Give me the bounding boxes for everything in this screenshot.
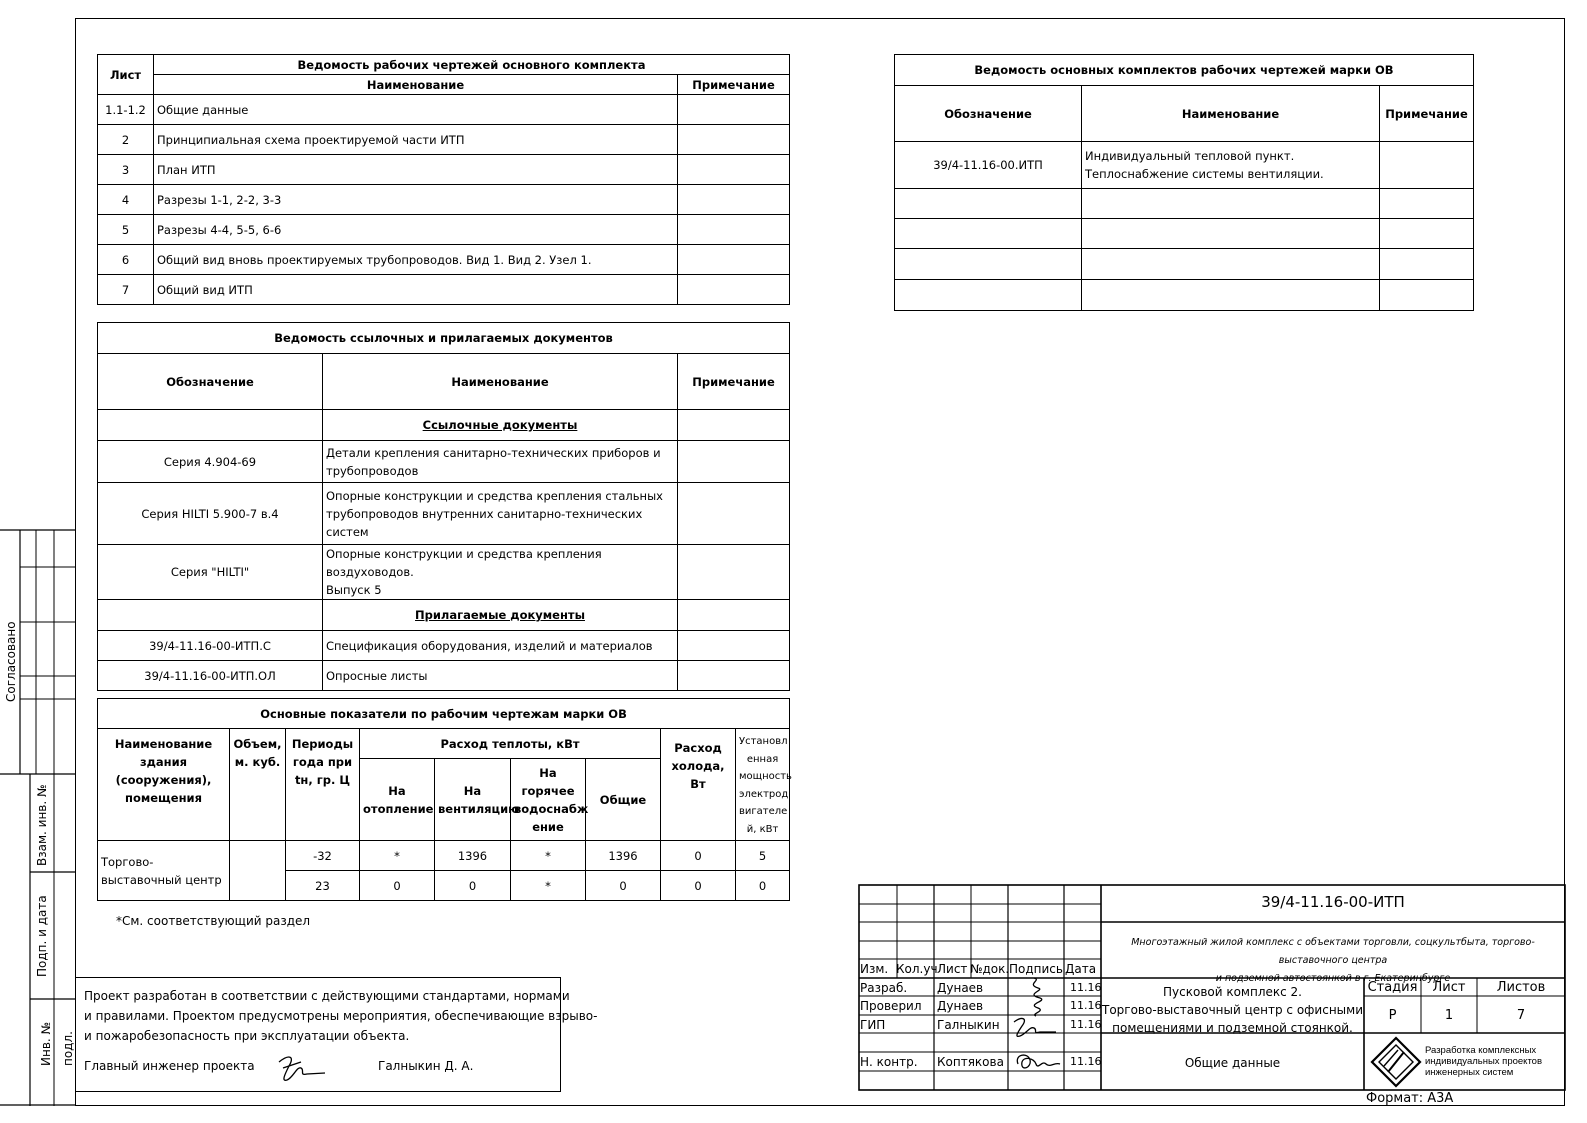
doc-code: 39/4-11.16-00-ИТП.С — [98, 631, 323, 661]
h-volume: Объем, м. куб. — [230, 729, 286, 841]
indicators-title: Основные показатели по рабочим чертежам марки ОВ — [98, 699, 790, 729]
table-row — [98, 185, 790, 215]
note-cell — [678, 95, 790, 125]
drawings-table — [97, 54, 790, 305]
note-cell — [678, 275, 790, 305]
col-code-header: Обозначение — [895, 86, 1082, 142]
staff-name: Дунаев — [937, 999, 984, 1013]
h-period: Периоды года при tн, гр. Ц — [286, 729, 360, 841]
drawing-code: 39/4-11.16-00-ИТП — [1261, 893, 1405, 911]
sheet-number: 5 — [98, 215, 154, 245]
section-attached-title: Прилагаемые документы — [415, 608, 585, 622]
set-name-line: Теплоснабжение системы вентиляции. — [1085, 167, 1324, 181]
gip-signature — [1008, 1014, 1058, 1042]
table-row — [895, 249, 1474, 280]
sheet-number: 2 — [98, 125, 154, 155]
chief-name: Галныкин Д. А. — [378, 1059, 474, 1073]
staff-name: Дунаев — [937, 981, 984, 995]
note-cell — [678, 185, 790, 215]
cell-value: 0 — [586, 871, 661, 901]
doc-code: Серия "HILTI" — [98, 545, 323, 600]
footnote: *См. соответствующий раздел — [116, 914, 311, 928]
table-row — [895, 142, 1474, 189]
col-name-header: Наименование — [1082, 86, 1380, 142]
table-row — [895, 280, 1474, 311]
complex-line: Пусковой комплекс 2. — [1163, 985, 1302, 999]
h-vent: На вентиляцию — [435, 759, 511, 841]
cell-value: -32 — [286, 841, 360, 871]
doc-code: 39/4-11.16-00-ИТП.ОЛ — [98, 661, 323, 691]
h-building: Наименование здания (сооружения), помещения — [98, 729, 230, 841]
sheet-number: 6 — [98, 245, 154, 275]
stage-value: Р — [1388, 1008, 1397, 1023]
staff-role: ГИП — [860, 1018, 886, 1032]
main-sets-title: Ведомость основных комплектов рабочих чертежей марки ОВ — [895, 55, 1474, 86]
col-name-header: Наименование — [154, 75, 678, 95]
doc-name-line: Опорные конструкции и средства крепления стальных — [326, 488, 663, 503]
cell-value: 23 — [286, 871, 360, 901]
h-sign: Подпись — [1009, 962, 1063, 976]
sheet-name: Общий вид ИТП — [154, 275, 678, 305]
inv-replace-label: Взам. инв. № — [35, 784, 49, 866]
h-izm: Изм. — [860, 962, 889, 976]
staff-date: 11.16 — [1070, 999, 1102, 1012]
col-name-header: Наименование — [323, 354, 678, 410]
building-name: Торгово-выставочный центр — [98, 841, 230, 901]
complex-line: Торгово-выставочный центр с офисными — [1101, 1003, 1363, 1017]
doc-name-line: Опорные конструкции и средства крепления воздуховодов. — [326, 547, 602, 579]
staff-role: Проверил — [860, 999, 922, 1013]
note-cell — [678, 125, 790, 155]
table-row — [98, 841, 790, 871]
cell-value: * — [511, 871, 586, 901]
table-row — [98, 441, 790, 483]
table-row — [98, 95, 790, 125]
format-label: Формат: А3А — [1366, 1091, 1454, 1106]
drawings-title: Ведомость рабочих чертежей основного комплекта — [154, 55, 790, 75]
developer-signature — [1012, 976, 1062, 1018]
inv-orig-label: Инв. № подл. — [39, 1021, 75, 1066]
set-name-line: Индивидуальный тепловой пункт. — [1085, 149, 1295, 163]
company-logo-icon — [1370, 1036, 1422, 1088]
h-total: Общие — [586, 759, 661, 841]
table-row — [98, 661, 790, 691]
doc-code: Серия HILTI 5.900-7 в.4 — [98, 483, 323, 545]
cell-value: 1396 — [435, 841, 511, 871]
h-date: Дата — [1065, 962, 1097, 976]
h-doc: №док. — [970, 962, 1010, 976]
col-note-header: Примечание — [678, 75, 790, 95]
staff-date: 11.16 — [1070, 1018, 1102, 1031]
sheets-value: 7 — [1516, 1008, 1526, 1023]
agreed-label: Согласовано — [4, 621, 18, 702]
chief-signature — [275, 1052, 329, 1088]
refs-title: Ведомость ссылочных и прилагаемых документов — [98, 323, 790, 354]
refs-table — [97, 322, 790, 691]
table-row — [98, 483, 790, 545]
doc-name-line: трубопроводов — [326, 463, 419, 478]
staff-name: Галныкин — [937, 1018, 1000, 1032]
section-ref-title: Ссылочные документы — [422, 418, 578, 432]
col-sheet-header: Лист — [98, 55, 154, 95]
table-row — [895, 219, 1474, 249]
table-row — [98, 155, 790, 185]
cell-value: 0 — [661, 871, 736, 901]
chief-label: Главный инженер проекта — [84, 1059, 255, 1073]
h-sheet: Лист — [1432, 980, 1466, 995]
cell-value: 5 — [736, 841, 790, 871]
doc-name-line: систем — [326, 524, 369, 539]
col-note-header: Примечание — [1380, 86, 1474, 142]
complex-line: помещениями и подземной стоянкой. — [1112, 1021, 1353, 1035]
staff-date: 11.16 — [1070, 981, 1102, 994]
h-hotwater: На горячее водоснабж ение — [511, 759, 586, 841]
main-sets-table — [894, 54, 1474, 311]
sheet-name: Разрезы 1-1, 2-2, 3-3 — [154, 185, 678, 215]
doc-name-line: трубопроводов внутренних санитарно-технических — [326, 506, 643, 521]
cell-value: 0 — [360, 871, 435, 901]
sheet-name: Разрезы 4-4, 5-5, 6-6 — [154, 215, 678, 245]
note-cell — [678, 155, 790, 185]
company-line: инженерных систем — [1425, 1067, 1514, 1078]
cell-value: 0 — [736, 871, 790, 901]
doc-name-line: Выпуск 5 — [326, 583, 382, 597]
sheet-name: Общий вид вновь проектируемых трубопроводов. Вид 1. Вид 2. Узел 1. — [154, 245, 678, 275]
sheet-name: Принципиальная схема проектируемой части ИТП — [154, 125, 678, 155]
table-row — [98, 125, 790, 155]
note-cell — [678, 215, 790, 245]
table-row — [895, 189, 1474, 219]
company-line: Разработка комплексных — [1425, 1045, 1537, 1056]
h-sheets: Листов — [1496, 980, 1546, 995]
indicators-table — [97, 698, 790, 901]
staff-role: Разраб. — [860, 981, 908, 995]
h-cold: Расход холода, Вт — [661, 729, 736, 841]
h-heating: На отопление — [360, 759, 435, 841]
doc-code: Серия 4.904-69 — [98, 441, 323, 483]
cell-value: 1396 — [586, 841, 661, 871]
table-row — [98, 275, 790, 305]
sheet-number: 7 — [98, 275, 154, 305]
company-line: индивидуальных проектов — [1425, 1056, 1543, 1067]
sign-date-label: Подп. и дата — [35, 895, 49, 977]
set-code: 39/4-11.16-00.ИТП — [895, 142, 1082, 189]
h-list: Лист — [937, 962, 968, 976]
staff-name: Коптякова — [937, 1055, 1004, 1069]
doc-name: Спецификация оборудования, изделий и материалов — [323, 631, 678, 661]
staff-role: Н. контр. — [860, 1055, 918, 1069]
note-cell — [678, 245, 790, 275]
statement-line: Проект разработан в соответствии с действующими стандартами, нормами — [84, 989, 570, 1003]
cell-value: 0 — [661, 841, 736, 871]
doc-name: Опросные листы — [323, 661, 678, 691]
col-code-header: Обозначение — [98, 354, 323, 410]
statement-text — [84, 986, 597, 1046]
sheet-value: 1 — [1444, 1008, 1454, 1023]
cell-value: * — [511, 841, 586, 871]
doc-name-line: Детали крепления санитарно-технических приборов и — [326, 445, 661, 460]
statement-line: и пожаробезопасность при эксплуатации объекта. — [84, 1029, 410, 1043]
complex-name — [1101, 983, 1364, 1037]
sheet-name: Общие данные — [154, 95, 678, 125]
object-line: Многоэтажный жилой комплекс с объектами торговли, соцкультбыта, торгово-выставочного центра — [1131, 937, 1535, 966]
h-stage: Стадия — [1367, 980, 1418, 995]
statement-line: и правилами. Проектом предусмотрены мероприятия, обеспечивающие взрыво- — [84, 1009, 598, 1023]
sheet-number: 1.1-1.2 — [98, 95, 154, 125]
table-row — [98, 545, 790, 600]
staff-date: 11.16 — [1070, 1055, 1102, 1068]
h-power: Установл енная мощность электрод вигателе й, кВт — [736, 729, 790, 841]
cell-value: 0 — [435, 871, 511, 901]
table-row — [98, 631, 790, 661]
col-note-header: Примечание — [678, 354, 790, 410]
cell-value: * — [360, 841, 435, 871]
sheet-number: 4 — [98, 185, 154, 215]
sheet-number: 3 — [98, 155, 154, 185]
h-kol: Кол.уч — [896, 962, 938, 976]
table-row — [98, 245, 790, 275]
sheet-title: Общие данные — [1184, 1056, 1281, 1070]
h-heat: Расход теплоты, кВт — [360, 729, 661, 759]
sheet-name: План ИТП — [154, 155, 678, 185]
company-name — [1425, 1045, 1542, 1078]
table-row — [98, 215, 790, 245]
object-line: и подземной автостоянкой в г. Екатеринбурге — [1215, 973, 1451, 984]
norm-control-signature — [1012, 1050, 1062, 1076]
